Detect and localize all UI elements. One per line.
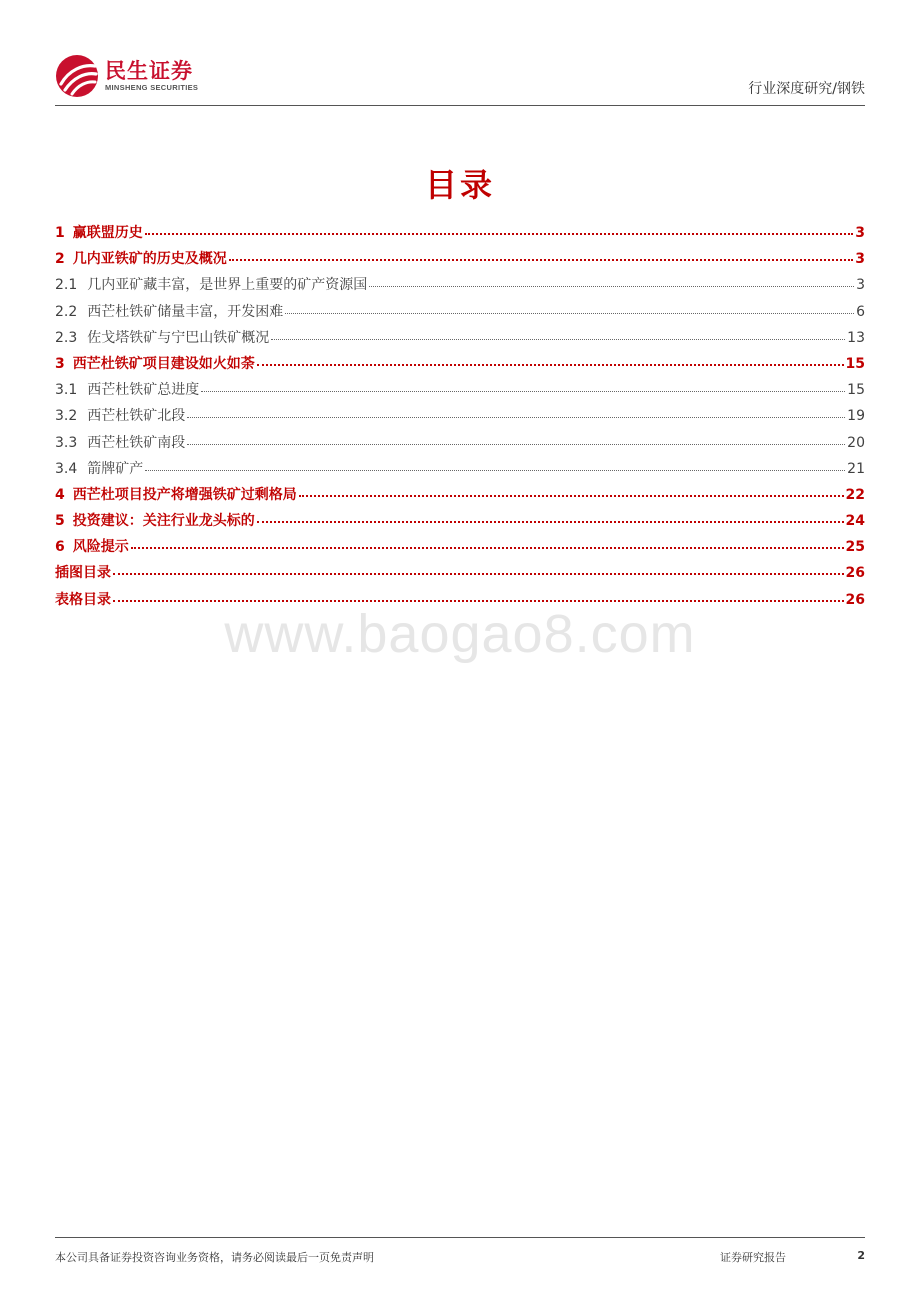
toc-title: 目录 — [424, 166, 495, 204]
toc-entry-text: 佐戈塔铁矿与宁巴山铁矿概况 — [87, 329, 270, 346]
toc-entry-number: 6 — [55, 539, 65, 556]
toc-entry-text: 风险提示 — [72, 539, 129, 556]
toc-entry[interactable] — [55, 272, 865, 298]
footer-report-type: 证券研究报告 — [720, 1251, 786, 1264]
toc-entry-number: 3.2 — [55, 408, 78, 425]
toc-entry[interactable] — [55, 377, 865, 403]
toc-entry-number: 2.2 — [55, 303, 78, 320]
toc-entry-page: 15 — [845, 355, 865, 372]
toc-dot-leader — [113, 590, 844, 604]
toc-entry-page: 3 — [856, 277, 865, 294]
toc-entry-number: 2.1 — [55, 277, 78, 294]
toc-entry-label — [55, 325, 269, 351]
toc-entry-page: 3 — [855, 225, 865, 241]
toc-entry-label — [55, 482, 297, 508]
toc-dot-leader — [145, 223, 854, 237]
toc-entry-text: 插图目录 — [55, 565, 111, 582]
toc-dot-leader — [229, 249, 854, 263]
toc-entry-page: 26 — [845, 565, 865, 582]
toc-entry[interactable] — [55, 220, 865, 246]
logo-english-name: MINSHENG SECURITIES — [105, 83, 199, 92]
toc-entry[interactable] — [55, 325, 865, 351]
toc-entry-text: 西芒杜铁矿项目建设如火如荼 — [72, 355, 255, 372]
toc-entry-page: 15 — [847, 382, 865, 399]
toc-entry-number: 3.1 — [55, 382, 78, 399]
minsheng-logo-icon — [55, 54, 99, 98]
toc-entry-label — [55, 272, 367, 298]
toc-entry[interactable] — [55, 430, 865, 456]
toc-entry-number: 5 — [55, 513, 65, 530]
toc-entry-text: 几内亚矿藏丰富，是世界上重要的矿产资源国 — [87, 277, 368, 294]
toc-entry[interactable] — [55, 456, 865, 482]
toc-entry-page: 21 — [847, 460, 865, 477]
toc-entry-page: 13 — [847, 329, 865, 346]
toc-entry-page: 3 — [855, 251, 865, 268]
toc-dot-leader — [187, 433, 845, 447]
toc-entry-label — [55, 534, 129, 560]
toc-entry[interactable] — [55, 246, 865, 272]
toc-dot-leader — [257, 511, 844, 525]
toc-entry-page: 22 — [845, 486, 865, 503]
toc-entry-page: 26 — [845, 591, 865, 608]
toc-entry[interactable] — [55, 299, 865, 325]
header-divider — [55, 105, 865, 106]
toc-entry-label — [55, 220, 143, 246]
toc-entry-label — [55, 560, 111, 586]
footer-divider — [55, 1237, 865, 1238]
toc-entry-text: 箭牌矿产 — [87, 460, 144, 477]
toc-entry-label — [55, 299, 283, 325]
toc-entry-text: 西芒杜铁矿北段 — [87, 408, 186, 425]
toc-dot-leader — [131, 537, 844, 551]
toc-entry-number: 3.3 — [55, 434, 78, 451]
toc-entry-page: 25 — [845, 539, 865, 556]
toc-entry-text: 西芒杜项目投产将增强铁矿过剩格局 — [72, 486, 297, 503]
page-header — [55, 50, 865, 106]
logo-chinese-name: 民生证券 — [105, 59, 193, 83]
toc-dot-leader — [299, 485, 844, 499]
toc-entry-number: 3 — [55, 355, 65, 372]
toc-entry-text: 西芒杜铁矿储量丰富，开发困难 — [87, 303, 284, 320]
toc-entry-label — [55, 351, 255, 377]
toc-entry-text: 西芒杜铁矿南段 — [87, 434, 186, 451]
toc-entry-number: 2 — [55, 251, 65, 268]
toc-entry[interactable] — [55, 508, 865, 534]
toc-dot-leader — [257, 354, 844, 368]
toc-entry-label — [55, 403, 185, 429]
page-number: 2 — [857, 1249, 865, 1262]
toc-entry-number: 4 — [55, 486, 65, 503]
toc-entry-page: 19 — [847, 408, 865, 425]
toc-entry-text: 投资建议：关注行业龙头标的 — [72, 513, 255, 530]
toc-entry-number: 1 — [55, 225, 65, 241]
toc-entry-page: 20 — [847, 434, 865, 451]
toc-entry-label — [55, 508, 255, 534]
toc-entry-label — [55, 430, 185, 456]
toc-dot-leader — [285, 302, 854, 316]
toc-entry-label — [55, 246, 227, 272]
toc-entry-label — [55, 456, 143, 482]
watermark: www.baogao8.com — [224, 604, 696, 664]
toc-entry-text: 西芒杜铁矿总进度 — [87, 382, 200, 399]
toc-entry[interactable] — [55, 560, 865, 586]
toc-entry-label — [55, 377, 199, 403]
table-of-contents — [55, 220, 865, 613]
toc-entry[interactable] — [55, 482, 865, 508]
toc-dot-leader — [271, 328, 845, 342]
toc-entry-page: 24 — [845, 513, 865, 530]
toc-entry-number: 2.3 — [55, 329, 78, 346]
toc-entry[interactable] — [55, 403, 865, 429]
footer-disclaimer: 本公司具备证券投资咨询业务资格，请务必阅读最后一页免责声明 — [55, 1251, 374, 1264]
toc-dot-leader — [113, 563, 844, 577]
toc-entry-text: 几内亚铁矿的历史及概况 — [72, 251, 227, 268]
toc-entry-number: 3.4 — [55, 460, 78, 477]
toc-entry[interactable] — [55, 534, 865, 560]
toc-entry-page: 6 — [856, 303, 865, 320]
toc-entry[interactable] — [55, 351, 865, 377]
toc-entry-text: 表格目录 — [55, 591, 111, 608]
toc-dot-leader — [145, 459, 845, 473]
report-category: 行业深度研究/钢铁 — [748, 81, 865, 97]
toc-dot-leader — [369, 275, 854, 289]
toc-dot-leader — [187, 406, 845, 420]
minsheng-logo — [55, 53, 198, 99]
toc-dot-leader — [201, 380, 845, 394]
toc-entry-text: 赢联盟历史 — [72, 225, 143, 241]
